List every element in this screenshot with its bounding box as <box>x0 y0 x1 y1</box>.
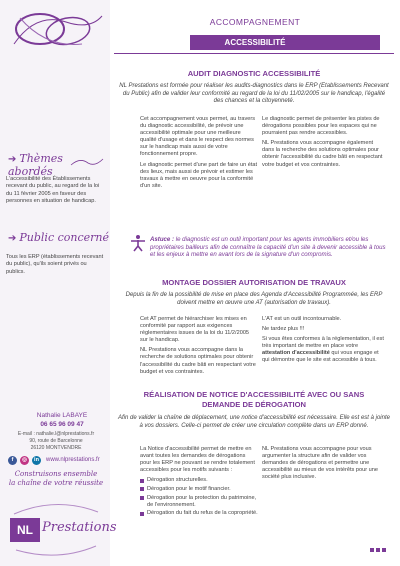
header-title: ACCOMPAGNEMENT <box>209 17 301 27</box>
section1-left-p1: Cet accompagnement vous permet, au travers du diagnostic accessibilité, de prévoir une accessibilité optimale pour une meilleure qualité d'usage et dans le respect des normes sur le handicap mais aussi de votre fonctionnement propre. <box>140 116 256 158</box>
section3-right-column <box>262 446 386 484</box>
section2-left-p2: NL Prestations vous accompagne dans la recherche de solutions optimales pour obtenir l'accessibilité du cadre bâti en respectant votre budget et vos contraintes. <box>140 347 256 375</box>
callout-text: le diagnostic est un outil important pour les agents immobiliers et/ou les propriétaires bailleurs afin de connaître la capacité d'un site à devenir accessible à tous et les enjeux à mettre en avant lors de la signature d'un compromis. <box>150 236 386 259</box>
logo-swirl-icon <box>6 4 106 58</box>
section3-lead: Afin de valider la chaîne de déplacement, une notice d'accessibilité est nécessaire. Elle est est à jointe à vos dossiers. Celle-ci permet de créer une circulation complète dans un ERP donné. <box>118 415 390 429</box>
section1-left-column <box>140 116 258 193</box>
contact-email[interactable]: E-mail : nathalie.l@nlprestations.fr <box>17 431 95 437</box>
section1-right-p1: Le diagnostic permet de présenter les pistes de dérogations possibles pour les espaces qui ne pourraient pas rendre accessibles. <box>262 116 380 137</box>
section2-right-p2: Ne tardez plus !!! <box>262 326 305 333</box>
accessibility-icon <box>128 234 148 252</box>
derogation-list <box>140 477 258 517</box>
section3-right-p1: NL Prestations vous accompagne pour vous argumenter la structure afin de valider vos demandes de dérogations et permettre une accessibilité au mieux de vos intérêts pour une société plus inclusive. <box>262 446 378 481</box>
section1-lead: NL Prestations est formée pour réaliser les audits-diagnostics dans le ERP (Etablissements Recevant du Public) afin de valider leur conformité au regard de la loi du 11/02/2005 sur le handicap, l'égalité des chances et la citoyenneté. <box>119 83 389 104</box>
header-divider <box>114 53 394 54</box>
section1-right-column <box>262 116 386 172</box>
header-subtitle: ACCESSIBILITÉ <box>224 38 286 47</box>
section3-title-line2: DEMANDE DE DÉROGATION <box>201 400 307 409</box>
section1-left-p2: Le diagnostic permet d'une part de faire un état des lieux, mais aussi de prévoir et estimer les travaux à mettre en oeuvre pour la conformité d'un site. <box>140 161 258 189</box>
arrow-right-icon: ➔ <box>8 233 17 244</box>
section3-left-column <box>140 446 258 519</box>
instagram-icon[interactable]: ◎ <box>20 456 29 465</box>
list-item: Dérogation pour le motif financier. <box>140 486 258 493</box>
section1-title: AUDIT DIAGNOSTIC ACCESSIBILITÉ <box>187 69 321 78</box>
contact-phone[interactable]: 06 65 96 09 47 <box>40 421 84 428</box>
callout-label: Astuce : <box>150 236 175 243</box>
brand-nl: NL <box>10 518 40 542</box>
arrow-right-icon: ➔ <box>8 154 17 165</box>
list-item: Dérogation pour la protection du patrimoine, de l'environnement. <box>140 495 258 509</box>
section3-left-intro: La Notice d'accessibilité permet de mettre en avant toutes les demandes de dérogations pour les ERP ne pouvant se rendre totalement accessibles pour les motifs suivants : <box>140 446 255 474</box>
section2-right-column <box>262 316 386 368</box>
sidebar <box>0 0 117 566</box>
contact-name: Nathalie LABAYE <box>36 412 88 419</box>
themes-text: L'accessibilité des Établissements recevant du public, au regard de la loi du 11 février 2005 en faveur des personnes en situation de handicap. <box>6 176 100 205</box>
section2-right-p1: L'AT est un outil incontournable. <box>262 316 342 322</box>
section2-lead: Depuis la fin de la possibilité de mise en place des Agenda d'Accessibilité Programmée, les ERP doivent mettre en œuvre une AT (autorisation de travaux). <box>125 292 383 306</box>
flourish-icon <box>70 157 104 167</box>
section1-right-p2: NL Prestations vous accompagne également dans la recherche des solutions optimales pour obtenir l'accessibilité du cadre bâti en respectant votre budget et vos contraintes. <box>262 140 383 168</box>
public-text: Tous les ERP (établissements recevant du public), qu'ils soient privés ou publics. <box>6 254 104 275</box>
list-item: Dérogation structurelles. <box>140 477 258 484</box>
public-title: ➔ Public concerné <box>8 231 110 244</box>
website-link[interactable]: www.nlprestations.fr <box>46 457 100 463</box>
section2-title: MONTAGE DOSSIER AUTORISATION DE TRAVAUX <box>162 278 346 287</box>
section2-left-column <box>140 316 258 379</box>
section1-callout <box>150 236 386 259</box>
section3-title-line1: RÉALISATION DE NOTICE D'ACCESSIBILITÉ AVEC OU SANS <box>143 390 365 399</box>
list-item: Dérogation du fait du refus de la copropriété. <box>140 510 258 517</box>
tagline <box>8 470 104 488</box>
social-bar <box>8 454 108 466</box>
attestation-highlight: attestation d'accessibilité <box>262 350 330 357</box>
tagline-line1: Construisons ensemble <box>14 470 98 478</box>
footer-dots <box>370 548 386 552</box>
themes-title: ➔ Thèmes abordés <box>8 152 63 178</box>
linkedin-icon[interactable]: in <box>32 456 41 465</box>
brand-logo <box>10 498 117 558</box>
contact-address-line2: 26120 MONTVENDRE <box>30 445 82 451</box>
section2-right-p3: Si vous êtes conformes à la réglementation, il est très important de mettre en place votre attestation d'accessibilité qui vous engage et qui démontre que le site est accessible à tous. <box>262 336 384 364</box>
tagline-line2: la chaîne de votre réussite <box>8 479 104 487</box>
contact-address-line1: 90, route de Barcelonne <box>29 438 83 444</box>
section3-title <box>114 390 394 410</box>
facebook-icon[interactable]: f <box>8 456 17 465</box>
brand-word: Prestations <box>42 520 117 535</box>
section2-left-p1: Cet AT permet de hiérarchiser les mises en conformité par rapport aux exigences réglementaires issues de la loi du 11/2/2005 sur le handicap. <box>140 316 250 344</box>
